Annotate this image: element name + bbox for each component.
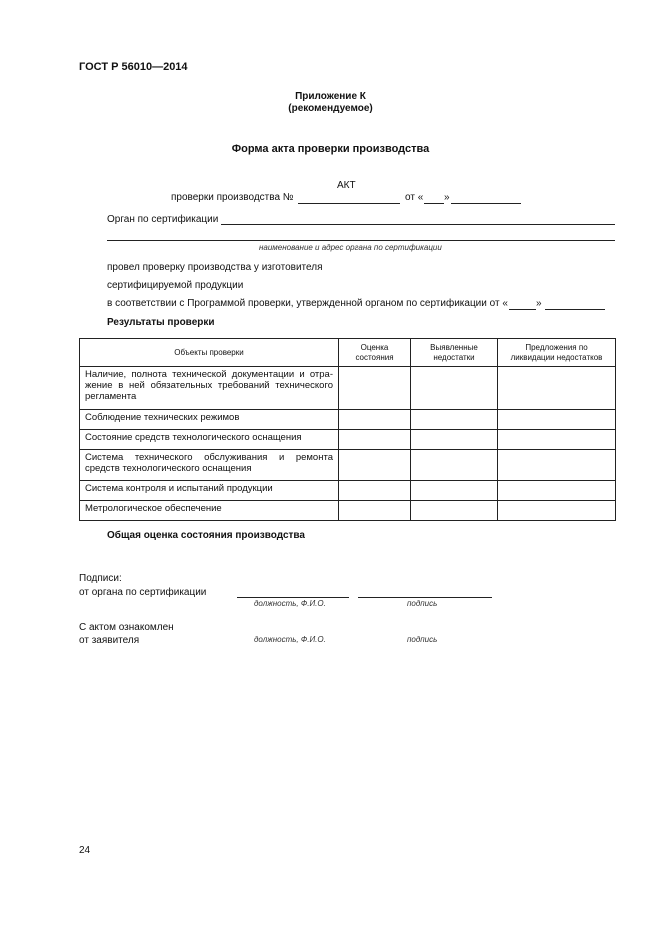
table-header-row (80, 339, 616, 367)
organ-address-field[interactable] (107, 240, 615, 241)
program-day-field[interactable] (509, 309, 536, 310)
table-cell[interactable] (339, 367, 411, 410)
organ-signature-field[interactable] (358, 597, 492, 598)
row-label: Система контроля и испытаний продукции (80, 481, 339, 501)
overall-heading: Общая оценка состояния производства (107, 530, 305, 541)
signatures-label: Подписи: (79, 573, 122, 584)
row-label: Наличие, полнота технической документации и отра-жение в ней обязательных требований технического регламента (80, 367, 339, 410)
table-cell[interactable] (498, 481, 616, 501)
results-heading: Результаты проверки (107, 317, 215, 328)
document-code: ГОСТ Р 56010—2014 (79, 61, 188, 73)
table-cell[interactable] (339, 450, 411, 481)
akt-date-label: от « (405, 192, 424, 203)
acquainted-label: С актом ознакомлен (79, 622, 174, 633)
signature-caption-applicant: подпись (407, 635, 438, 644)
organ-name-field[interactable] (221, 224, 615, 225)
table-cell[interactable] (411, 430, 498, 450)
table-cell[interactable] (498, 430, 616, 450)
row-label: Соблюдение технических режимов (80, 410, 339, 430)
position-caption-applicant: должность, Ф.И.О. (254, 635, 326, 644)
table-cell[interactable] (498, 450, 616, 481)
column-header: Объекты проверки (80, 339, 339, 367)
appendix-heading (0, 91, 661, 115)
akt-number-label: проверки производства № (171, 192, 294, 203)
table-cell[interactable] (411, 501, 498, 521)
table-cell[interactable] (339, 410, 411, 430)
signature-caption: подпись (407, 599, 438, 608)
program-line: в соответствии с Программой проверки, утвержденной органом по сертификации от « (107, 298, 508, 309)
table-cell[interactable] (411, 367, 498, 410)
table-cell[interactable] (339, 430, 411, 450)
table-cell[interactable] (339, 481, 411, 501)
table-cell[interactable] (411, 481, 498, 501)
results-table (79, 338, 616, 521)
table-row (80, 501, 616, 521)
table-cell[interactable] (498, 367, 616, 410)
table-cell[interactable] (498, 501, 616, 521)
column-header: Предложения по ликвидации недостатков (498, 339, 616, 367)
form-title: Форма акта проверки производства (231, 143, 430, 155)
row-label: Метрологическое обеспечение (80, 501, 339, 521)
column-header: Выявленные недостатки (411, 339, 498, 367)
from-organ-label: от органа по сертификации (79, 587, 207, 598)
table-cell[interactable] (411, 410, 498, 430)
program-quote: » (536, 298, 542, 309)
table-row (80, 410, 616, 430)
akt-heading: АКТ (337, 180, 356, 191)
akt-month-year-field[interactable] (451, 203, 521, 204)
table-row (80, 430, 616, 450)
position-caption: должность, Ф.И.О. (254, 599, 326, 608)
table-row (80, 481, 616, 501)
conducted-line: провел проверку производства у изготовителя (107, 262, 323, 273)
akt-day-field[interactable] (424, 203, 444, 204)
table-row (80, 450, 616, 481)
table-row (80, 367, 616, 410)
certified-line: сертифицируемой продукции (107, 280, 244, 291)
table-cell[interactable] (498, 410, 616, 430)
appendix-title: Приложение К (295, 91, 366, 102)
table-cell[interactable] (339, 501, 411, 521)
table-cell[interactable] (411, 450, 498, 481)
organ-position-field[interactable] (237, 597, 349, 598)
column-header: Оценка состояния (339, 339, 411, 367)
appendix-subtitle: (рекомендуемое) (288, 103, 373, 114)
organ-caption: наименование и адрес органа по сертификации (259, 243, 442, 252)
row-label: Система технического обслуживания и ремонта средств технологического оснащения (80, 450, 339, 481)
akt-number-field[interactable] (298, 203, 400, 204)
program-month-year-field[interactable] (545, 309, 605, 310)
organ-label: Орган по сертификации (107, 214, 219, 225)
from-applicant-label: от заявителя (79, 635, 140, 646)
page-number: 24 (79, 845, 91, 856)
akt-date-quote: » (444, 192, 450, 203)
row-label: Состояние средств технологического оснащения (80, 430, 339, 450)
